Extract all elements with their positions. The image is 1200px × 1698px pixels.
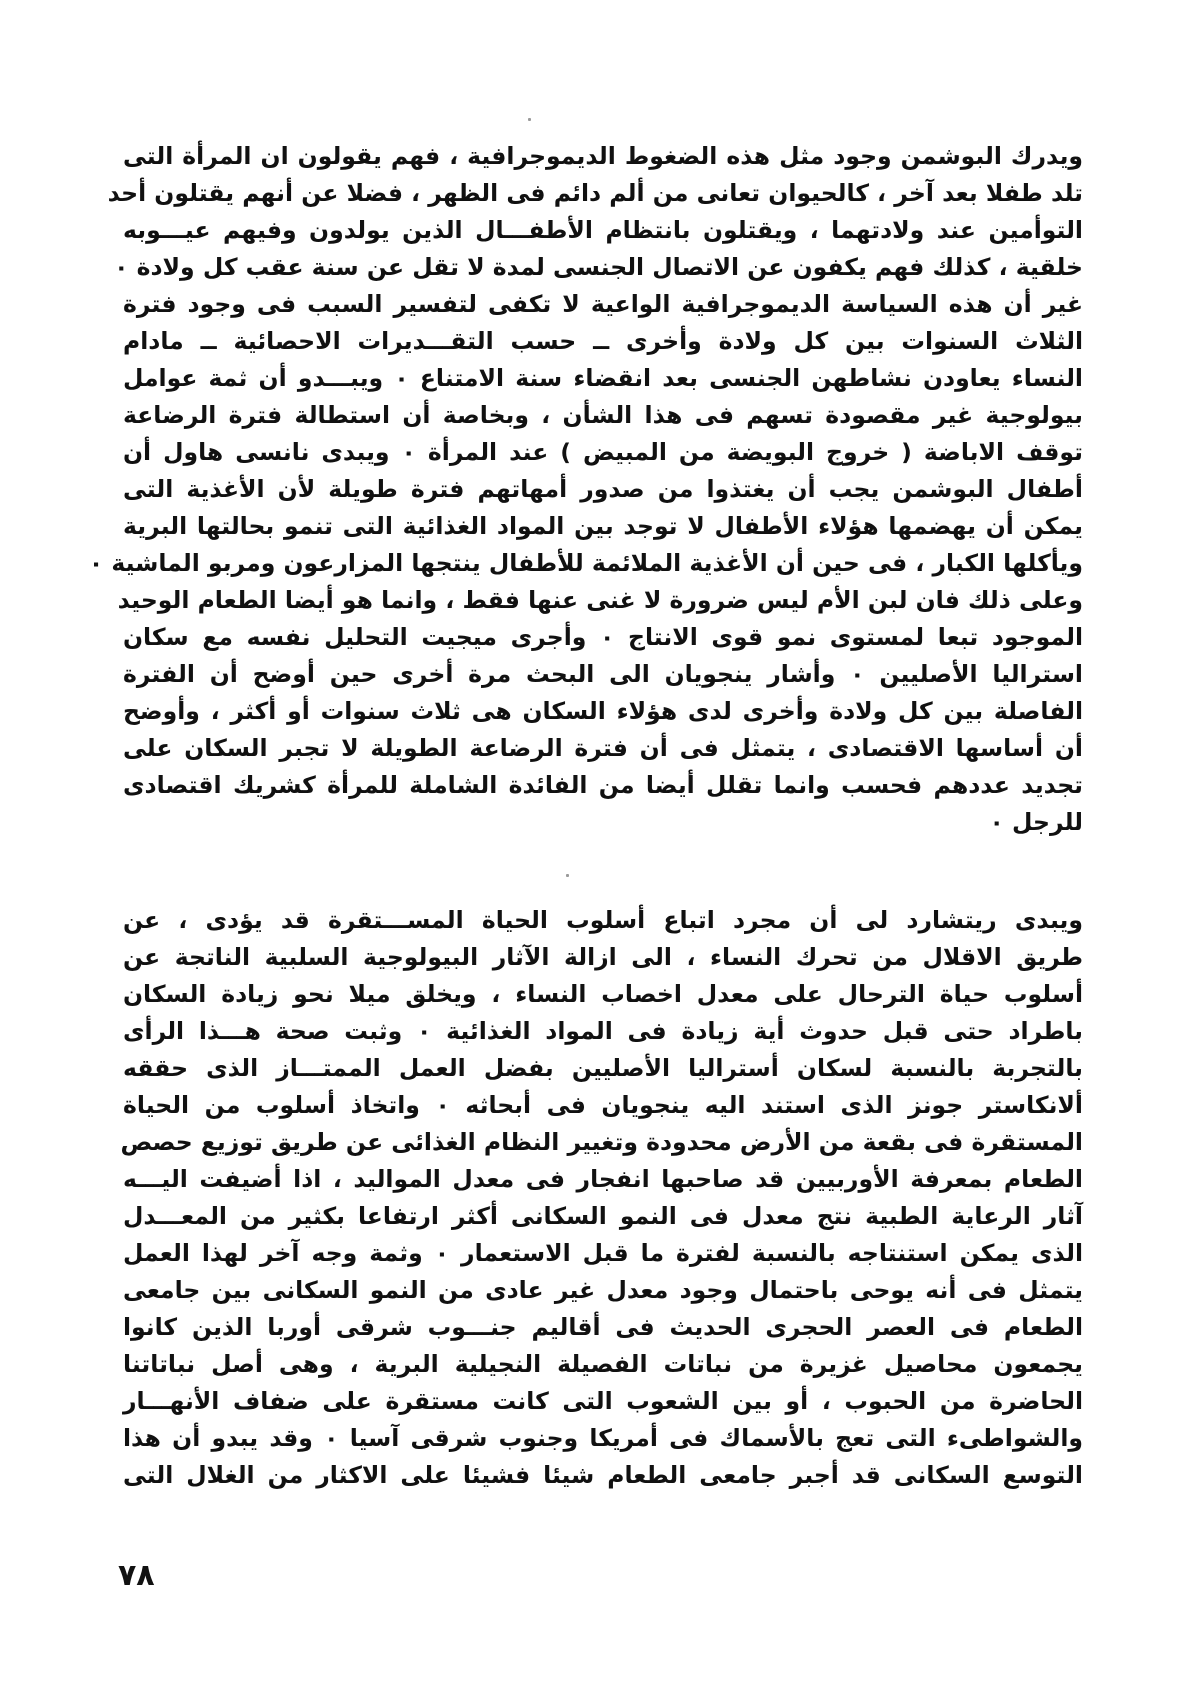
paragraph-1	[88, 138, 1083, 841]
text-line: يتمثل فى أنه يوحى باحتمال وجود معدل غير عادى من النمو السكانى بين جامعى	[123, 1276, 1083, 1304]
text-line: بيولوجية غير مقصودة تسهم فى هذا الشأن ، وبخاصة أن استطالة فترة الرضاعة	[123, 401, 1083, 429]
text-line: الحاضرة من الحبوب ، أو بين الشعوب التى كانت مستقرة على ضفاف الأنهـــار	[123, 1387, 1083, 1415]
text-line: المستقرة فى بقعة من الأرض محدودة وتغيير النظام الغذائى عن طريق توزيع حصص	[120, 1128, 1083, 1156]
text-line: الموجود تبعا لمستوى نمو قوى الانتاج ٠ وأجرى ميجيت التحليل نفسه مع سكان	[123, 623, 1083, 651]
text-line: أطفال البوشمن يجب أن يغتذوا من صدور أمهاتهم فترة طويلة لأن الأغذية التى	[123, 475, 1083, 503]
text-line: استراليا الأصليين ٠ وأشار ينجويان الى البحث مرة أخرى حين أوضح أن الفترة	[123, 660, 1083, 688]
text-line: الثلاث السنوات بين كل ولادة وأخرى ــ حسب التقـــديرات الاحصائية ــ مادام	[123, 327, 1083, 355]
paragraph-2	[120, 902, 1084, 1494]
text-line: الطعام فى العصر الحجرى الحديث فى أقاليم جنـــوب شرقى أوربا الذين كانوا	[123, 1313, 1083, 1341]
text-line: باطراد حتى قبل حدوث أية زيادة فى المواد الغذائية ٠ وثبت صحة هـــذا الرأى	[123, 1017, 1084, 1045]
text-line: النساء يعاودن نشاطهن الجنسى بعد انقضاء سنة الامتناع ٠ ويبـــدو أن ثمة عوامل	[123, 364, 1083, 392]
text-line: آثار الرعاية الطبية نتج معدل فى النمو السكانى أكثر ارتفاعا بكثير من المعـــدل	[123, 1202, 1083, 1230]
text-line: بالتجربة بالنسبة لسكان أستراليا الأصليين بفضل العمل الممتـــاز الذى حققه	[123, 1054, 1083, 1082]
text-line: ويبدى ريتشارد لى أن مجرد اتباع أسلوب الحياة المســـتقرة قد يؤدى ، عن	[123, 906, 1083, 934]
text-line: الطعام بمعرفة الأوربيين قد صاحبها انفجار فى معدل المواليد ، اذا أضيفت اليـــه	[123, 1165, 1083, 1193]
page-number: ٧٨	[118, 1558, 155, 1593]
scan-speck	[528, 118, 531, 121]
text-line: طريق الاقلال من تحرك النساء ، الى ازالة الآثار البيولوجية السلبية الناتجة عن	[123, 943, 1083, 971]
text-line: تجديد عددهم فحسب وانما تقلل أيضا من الفائدة الشاملة للمرأة كشريك اقتصادى	[123, 771, 1083, 799]
text-line: توقف الاباضة ( خروج البويضة من المبيض ) عند المرأة ٠ ويبدى نانسى هاول أن	[123, 438, 1083, 466]
text-line: تلد طفلا بعد آخر ، كالحيوان تعانى من ألم دائم فى الظهر ، فضلا عن أنهم يقتلون أحد	[107, 179, 1083, 207]
text-line: الفاصلة بين كل ولادة وأخرى لدى هؤلاء السكان هى ثلاث سنوات أو أكثر ، وأوضح	[123, 697, 1083, 725]
text-line: أسلوب حياة الترحال على معدل اخصاب النساء ، ويخلق ميلا نحو زيادة السكان	[123, 980, 1083, 1008]
text-line: للرجل ٠	[989, 808, 1083, 836]
text-line: يجمعون محاصيل غزيرة من نباتات الفصيلة النجيلية البرية ، وهى أصل نباتاتنا	[123, 1350, 1083, 1378]
text-line: التوسع السكانى قد أجبر جامعى الطعام شيئا فشيئا على الاكثار من الغلال التى	[123, 1461, 1083, 1489]
text-line: وعلى ذلك فان لبن الأم ليس ضرورة لا غنى عنها فقط ، وانما هو أيضا الطعام الوحيد	[117, 586, 1083, 614]
scan-speck	[566, 874, 569, 877]
text-line: والشواطىء التى تعج بالأسماك فى أمريكا وجنوب شرقى آسيا ٠ وقد يبدو أن هذا	[123, 1424, 1083, 1452]
text-line: ويأكلها الكبار ، فى حين أن الأغذية الملائمة للأطفال ينتجها المزارعون ومربو الماشية ٠	[88, 549, 1083, 577]
text-line: ويدرك البوشمن وجود مثل هذه الضغوط الديموجرافية ، فهم يقولون ان المرأة التى	[123, 142, 1083, 170]
text-line: التوأمين عند ولادتهما ، ويقتلون بانتظام الأطفـــال الذين يولدون وفيهم عيـــوبه	[123, 216, 1083, 244]
text-line: يمكن أن يهضمها هؤلاء الأطفال لا توجد بين المواد الغذائية التى تنمو بحالتها البرية	[123, 512, 1083, 540]
text-line: الذى يمكن استنتاجه بالنسبة لفترة ما قبل الاستعمار ٠ وثمة وجه آخر لهذا العمل	[123, 1239, 1083, 1267]
text-line: أن أساسها الاقتصادى ، يتمثل فى أن فترة الرضاعة الطويلة لا تجبر السكان على	[123, 734, 1083, 762]
text-line: غير أن هذه السياسة الديموجرافية الواعية لا تكفى لتفسير السبب فى وجود فترة	[123, 290, 1083, 318]
text-line: ألانكاستر جونز الذى استند اليه ينجويان فى أبحاثه ٠ واتخاذ أسلوب من الحياة	[123, 1091, 1083, 1119]
text-line: خلقية ، كذلك فهم يكفون عن الاتصال الجنسى لمدة لا تقل عن سنة عقب كل ولادة ٠	[114, 253, 1083, 281]
